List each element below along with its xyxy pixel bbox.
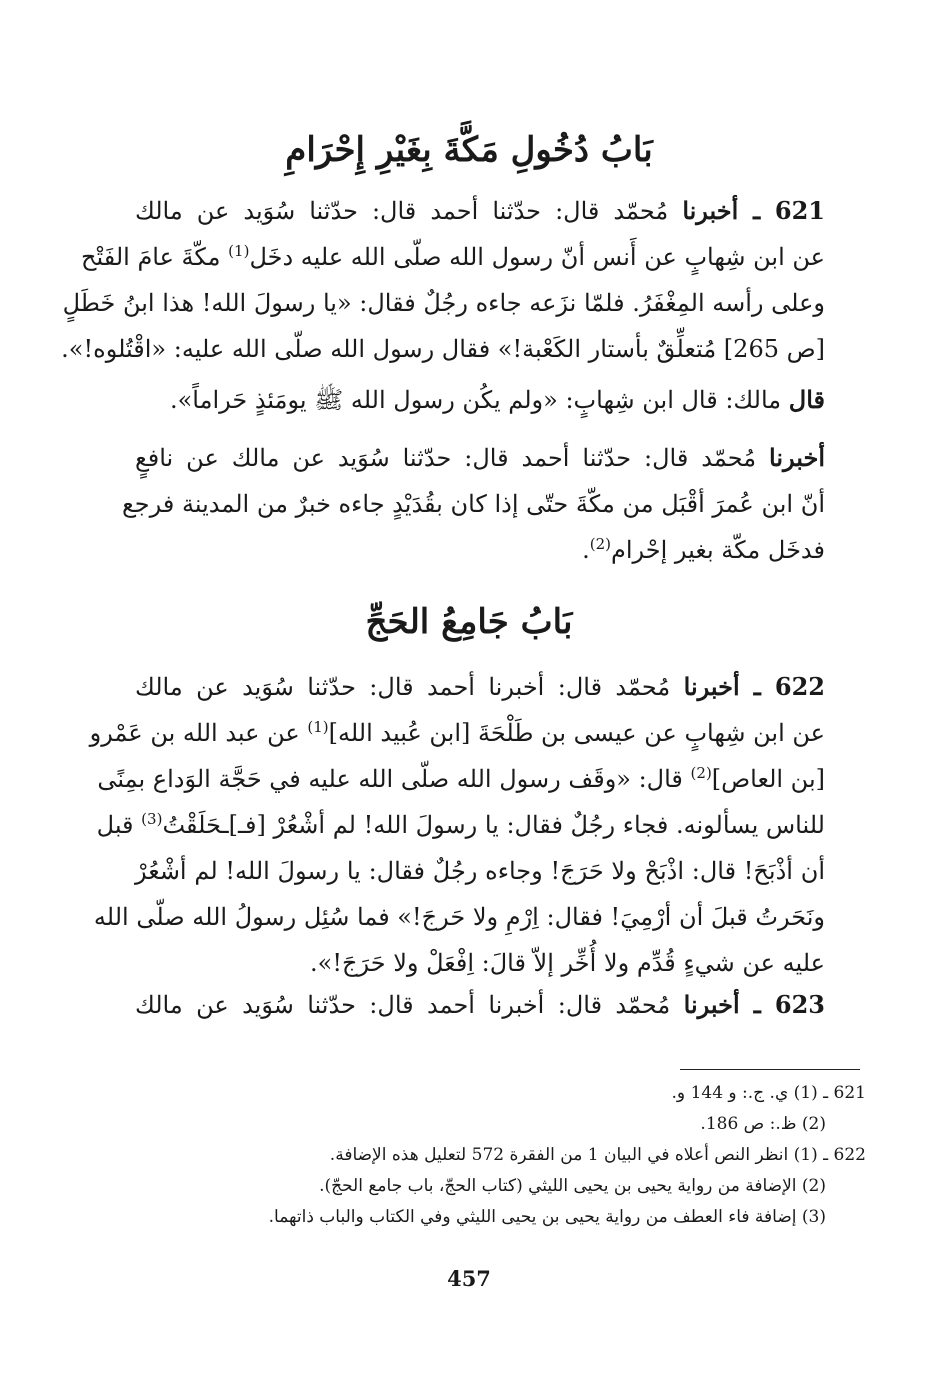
page-number: 457 (447, 1266, 491, 1291)
hadith-lead-word: أخبرنا (683, 990, 740, 1019)
line-text: فدخَل مكّة بغير إحْرام (611, 536, 825, 564)
section-heading-comprehensive-hajj: بَابُ جَامِعُ الحَجِّ (365, 602, 573, 642)
lead-word: قال (788, 385, 825, 414)
hadith-lead-word: أخبرنا (683, 672, 740, 701)
text-line (135, 664, 825, 710)
text-line (89, 710, 825, 756)
text-line (93, 894, 825, 940)
text-line (135, 848, 825, 894)
hadith-number: 623 ـ (739, 990, 825, 1019)
footnote-line: (2) ظ.: ص 186. (700, 1114, 826, 1134)
text-line (135, 982, 825, 1028)
section-heading-entering-mecca: بَابُ دُخُولِ مَكَّةَ بِغَيْرِ إِحْرَامِ (285, 130, 653, 170)
line-text: أن أذْبَحَ! قال: اذْبَحْ ولا حَرَجَ! وجاءه رجُلٌ فقال: يا رسولَ الله! لم أشْعُرْ (135, 857, 825, 885)
line-text: وعلى رأسه المِغْفَرُ. فلمّا نزَعه جاءه رجُلٌ فقال: «يا رسولَ الله! هذا ابنُ خَطَلٍ (62, 289, 825, 317)
text-line (135, 940, 825, 986)
hadith-622 (89, 664, 825, 986)
line-text: عن ابن شِهابٍ عن عيسى بن طَلْحَةَ [ابن عُبيد الله] (328, 719, 825, 747)
line-text: للناس يسألونه. فجاء رجُلٌ فقال: يا رسولَ الله! لم أشْعُرْ [فـ]ـحَلَقْتُ (162, 811, 825, 839)
line-text: أنّ ابن عُمرَ أقْبَل من مكّةَ حتّى إذا كان بقُدَيْدٍ جاءه خبرٌ من المدينة فرجع (122, 490, 825, 518)
hadith-621 (61, 188, 825, 372)
line-text: [بن العاص] (711, 765, 825, 793)
text-line (96, 802, 825, 848)
line-text: مُحمّد قال: أخبرنا أحمد قال: حدّثنا سُوَيد عن مالك (135, 673, 684, 701)
footnote-divider (680, 1069, 860, 1070)
line-text: مُحمّد قال: حدّثنا أحمد قال: حدّثنا سُوَيد عن مالك (135, 197, 683, 225)
line-text: عن عبد الله بن عَمْرو (89, 719, 308, 747)
footnote-line: 622 ـ (1) انظر النص أعلاه في البيان 1 من الفقرة 572 لتعليل هذه الإضافة. (329, 1145, 866, 1165)
line-text: مكّةَ عامَ الفَتْح (80, 243, 229, 271)
line-text: مالك: قال ابن شِهابٍ: «ولم يكُن رسول الله ﷺ يومَئذٍ حَراماً». (169, 386, 789, 414)
footnote-marker: (1) (228, 242, 250, 260)
line-text: ونَحَرتُ قبلَ أن أرْمِيَ! فقال: اِرْمِ ولا حَرجَ!» فما سُئِل رسولُ الله صلّى الله (93, 903, 825, 931)
hadith-623 (135, 982, 825, 1028)
text-line (135, 435, 825, 481)
line-text: . (582, 536, 590, 564)
text-line (61, 326, 825, 372)
footnote-marker: (3) (141, 810, 163, 828)
text-line (122, 481, 825, 527)
text-line (80, 234, 825, 280)
line-text: [ص 265] مُتعلِّقٌ بأستار الكَعْبة!» فقال رسول الله صلّى الله عليه: «اقْتُلوه!». (61, 335, 825, 363)
footnotes (150, 1078, 866, 1233)
line-text: عليه عن شيءٍ قُدِّم ولا أُخِّر إلاّ قالَ: اِفْعَلْ ولا حَرَجَ!». (310, 949, 825, 977)
footnote-line: (2) الإضافة من رواية يحيى بن يحيى الليثي (كتاب الحجّ، باب جامع الحجّ). (319, 1176, 826, 1196)
hadith-number: 622 ـ (739, 672, 825, 701)
malik-statement (135, 377, 825, 423)
hadith-lead-word: أخبرنا (682, 196, 739, 225)
text-line (135, 188, 825, 234)
footnote-marker: (1) (307, 718, 329, 736)
footnote-marker: (2) (589, 535, 612, 553)
line-text: قال: «وقَف رسول الله صلّى الله عليه في حَجَّة الوَداع بمِنًى (97, 765, 691, 793)
line-text: عن ابن شِهابٍ عن أَنس أنّ رسول الله صلّى الله عليه دخَل (249, 243, 825, 271)
line-text: مُحمّد قال: أخبرنا أحمد قال: حدّثنا سُوَيد عن مالك (135, 991, 684, 1019)
hadith-nafi (122, 435, 825, 573)
text-line (135, 377, 825, 423)
footnote-line: 621 ـ (1) ي. ج.: و 144 و. (671, 1083, 866, 1103)
line-text: قبل (96, 811, 142, 839)
hadith-lead-word: أخبرنا (769, 443, 825, 472)
line-text: مُحمّد قال: حدّثنا أحمد قال: حدّثنا سُوَيد عن مالك عن نافعٍ (135, 444, 770, 472)
footnote-marker: (2) (690, 764, 712, 782)
footnote-line: (3) إضافة فاء العطف من رواية يحيى بن يحيى الليثي وفي الكتاب والباب ذاتهما. (268, 1207, 826, 1227)
text-line (97, 756, 825, 802)
text-line (135, 527, 825, 573)
text-line (62, 280, 825, 326)
hadith-number: 621 ـ (738, 196, 825, 225)
